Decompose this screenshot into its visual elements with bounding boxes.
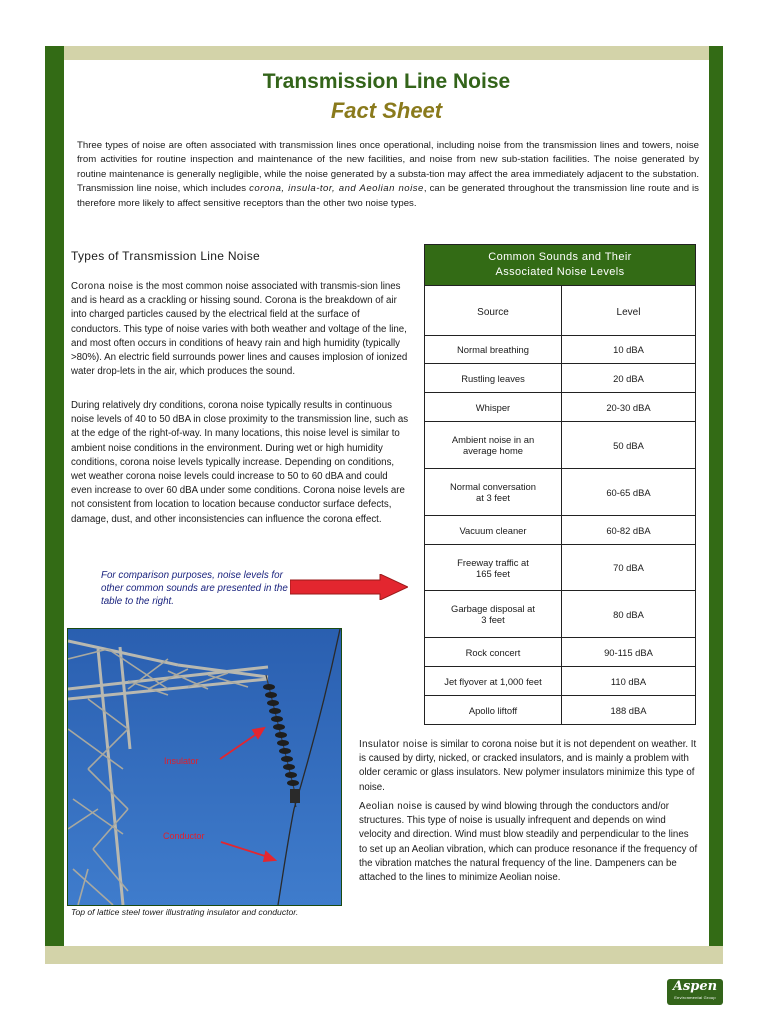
dry-conditions-paragraph: During relatively dry conditions, corona noise typically results in continuous noise levels of 40 to 50 dBA in close proximity to the transmission line, such as at the edge of the right-of-way. In many locations, this noise level is similar to ambient noise conditions in the environment. During wet or high humidity conditions, corona noise levels typically increase. Depending on conditions, wet weather corona noise levels could increase to 50 to 60 dBA and could even increase to over 60 dBA under some conditions. Corona noise levels are not consistent from location to location because conductor surface defects, damage, dust, and other inconsistencies can influence the corona effect. [71, 400, 409, 525]
level-cell: 188 dBA [562, 696, 696, 725]
insulator-label: Insulator [164, 756, 199, 766]
source-cell [425, 336, 562, 364]
source-cell [425, 638, 562, 667]
source-cell [425, 469, 562, 516]
intro-emphasis: corona, insula-tor, and Aeolian noise [249, 183, 424, 195]
column-header-source: Source [425, 286, 562, 336]
table-row [425, 696, 696, 725]
source-line1: Garbage disposal at [451, 603, 535, 614]
source-cell [425, 422, 562, 469]
insulator-noise-paragraph [359, 738, 699, 795]
source-line2: average home [463, 445, 523, 456]
table-caption-line2: Associated Noise Levels [495, 266, 625, 278]
source-line2: 165 feet [476, 567, 510, 579]
corona-text: is the most common noise associated with transmis-sion lines and is heard as a crackling or hissing sound. Corona is the breakdown of air into charged particles caused by the electrical field at the surface of conductors. This type of noise varies with both weather and voltage of the line, and most often occurs in conditions of heavy rain and high humidity (typically >80%). An electric field surrounds power lines and causes implosion of ionized water drop-lets in the air, which produces the sound. [71, 281, 408, 378]
level-cell: 20 dBA [562, 364, 696, 393]
comparison-note: For comparison purposes, noise levels for other common sounds are presented in the table to the right. [101, 570, 288, 607]
source-line1: Vacuum cleaner [459, 524, 527, 536]
tower-illustration [68, 629, 341, 905]
source-cell [425, 545, 562, 591]
level-cell: 10 dBA [562, 336, 696, 364]
level-cell: 70 dBA [562, 545, 696, 591]
source-line2: at 3 feet [476, 492, 510, 503]
source-line1: Apollo liftoff [468, 704, 518, 716]
aeolian-noise-paragraph [359, 800, 699, 885]
aspen-logo [667, 979, 723, 1005]
source-line1: Whisper [475, 401, 511, 413]
frame-left-bar [45, 46, 64, 964]
source-line1: Jet flyover at 1,000 feet [444, 675, 542, 687]
insulator-noise-term: Insulator noise [359, 739, 429, 750]
table-row [425, 516, 696, 545]
frame-top-bar [45, 46, 723, 60]
photo-caption: Top of lattice steel tower illustrating insulator and conductor. [71, 907, 299, 917]
source-line1: Normal breathing [457, 344, 529, 355]
level-cell: 60-82 dBA [562, 516, 696, 545]
table-row [425, 545, 696, 591]
table-row [425, 591, 696, 638]
source-line1: Freeway traffic at [457, 556, 529, 568]
table-row [425, 422, 696, 469]
table-row [425, 469, 696, 516]
source-cell [425, 696, 562, 725]
logo-wordmark: Aspen [672, 979, 718, 994]
aeolian-noise-text: is caused by wind blowing through the conductors and/or structures. This type of noise is usually infrequent and depends on wind velocity and direction. Wind must blow steadily and perpendicular to the lines to set up an Aeolian vibration, which can produce resonance if the frequency of the vibration matches the natural frequency of the line. Dampeners can be attached to the lines to minimize Aeolian noise. [359, 801, 698, 884]
page-title: Transmission Line Noise [262, 70, 511, 93]
table-row [425, 393, 696, 422]
source-cell [425, 591, 562, 638]
table-caption-line1: Common Sounds and Their [488, 251, 632, 263]
common-sounds-table [424, 244, 696, 725]
intro-paragraph [77, 139, 699, 211]
intro-text-part1: Three types of noise are often associated with transmission lines once operational, including noise from the transmission lines and towers, noise from activities for routine inspection and maintenance of the new facilities, and noise from new sub-station facilities. The noise generated by routine maintenance is generally negligible, while the noise generated by a substa-tion may affect the area immediately adjacent to the substation. Transmission line noise, which includes [77, 140, 699, 195]
table-caption [425, 245, 696, 286]
frame-right-bar [709, 46, 723, 964]
source-line1: Normal conversation [450, 481, 536, 492]
intro-text-part2: , can be generated throughout the transmission line route and is therefore more likely to affect sensitive receptors than the other two noise types. [77, 183, 699, 209]
corona-term: Corona noise [71, 281, 134, 292]
logo-tagline: Environmental Group [674, 995, 716, 1000]
source-line1: Rock concert [465, 646, 521, 658]
level-cell: 50 dBA [562, 422, 696, 469]
level-cell: 60-65 dBA [562, 469, 696, 516]
frame-bottom-bar [45, 946, 723, 964]
table-row [425, 336, 696, 364]
source-cell [425, 516, 562, 545]
corona-paragraph [71, 280, 410, 379]
source-line2: 3 feet [481, 614, 505, 625]
table-row [425, 364, 696, 393]
conductor-label: Conductor [163, 831, 205, 841]
column-header-level: Level [562, 286, 696, 336]
table-row [425, 667, 696, 696]
insulator-noise-text: is similar to corona noise but it is not dependent on weather. It is caused by dirty, nicked, or cracked insulators, and is mainly a problem with older ceramic or glass insulators. New polymer insulators minimize this type of noise. [359, 739, 697, 793]
level-cell: 80 dBA [562, 591, 696, 638]
level-cell: 20-30 dBA [562, 393, 696, 422]
aeolian-noise-term: Aeolian noise [359, 801, 423, 812]
table-header-row [425, 286, 696, 336]
right-arrow-icon [290, 574, 408, 600]
tower-photo [67, 628, 342, 906]
level-cell: 90-115 dBA [562, 638, 696, 667]
source-cell [425, 393, 562, 422]
source-cell [425, 364, 562, 393]
source-line1: Rustling leaves [461, 372, 525, 384]
types-heading: Types of Transmission Line Noise [71, 249, 261, 263]
table-row [425, 638, 696, 667]
source-cell [425, 667, 562, 696]
level-cell: 110 dBA [562, 667, 696, 696]
source-line1: Ambient noise in an [451, 434, 535, 445]
page-subtitle: Fact Sheet [330, 98, 443, 123]
